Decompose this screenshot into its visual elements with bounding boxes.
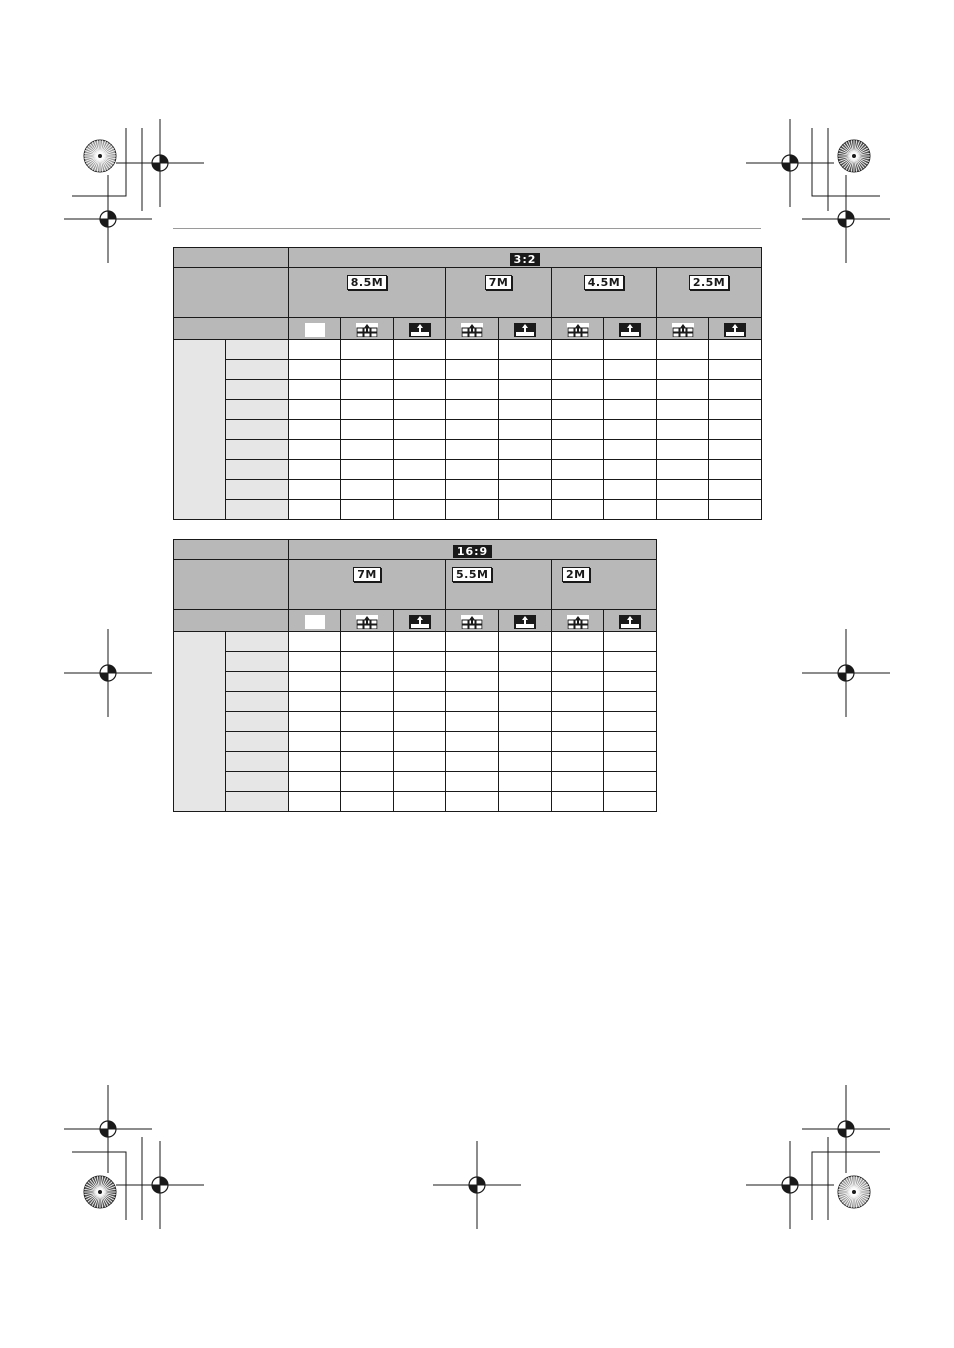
color-wheel-icon <box>838 140 870 172</box>
color-wheel-icon <box>84 1176 116 1208</box>
picture-size-badge: 4.5M <box>584 275 624 290</box>
picture-size-badge: 5.5M <box>452 567 492 582</box>
registration-mark-icon <box>64 175 152 263</box>
registration-mark-icon <box>433 1141 521 1229</box>
aspect-ratio-badge: 16:9 <box>453 545 492 558</box>
registration-mark-icon <box>64 629 152 717</box>
color-wheel-icon <box>838 1176 870 1208</box>
crop-lines <box>72 128 880 1220</box>
color-wheel-icon <box>84 140 116 172</box>
picture-size-badge: 8.5M <box>347 275 387 290</box>
picture-size-badge: 2.5M <box>689 275 729 290</box>
registration-mark-icon <box>116 1141 204 1229</box>
registration-mark-icon <box>746 119 834 207</box>
registration-mark-icon <box>802 1085 890 1173</box>
registration-mark-icon <box>802 629 890 717</box>
picture-size-badge: 7M <box>485 275 513 290</box>
aspect-ratio-badge: 3:2 <box>510 253 541 266</box>
picture-size-badge: 7M <box>353 567 381 582</box>
registration-mark-icon <box>746 1141 834 1229</box>
picture-size-badge: 2M <box>562 567 590 582</box>
registration-mark-icon <box>64 1085 152 1173</box>
registration-mark-icon <box>802 175 890 263</box>
registration-mark-icon <box>116 119 204 207</box>
